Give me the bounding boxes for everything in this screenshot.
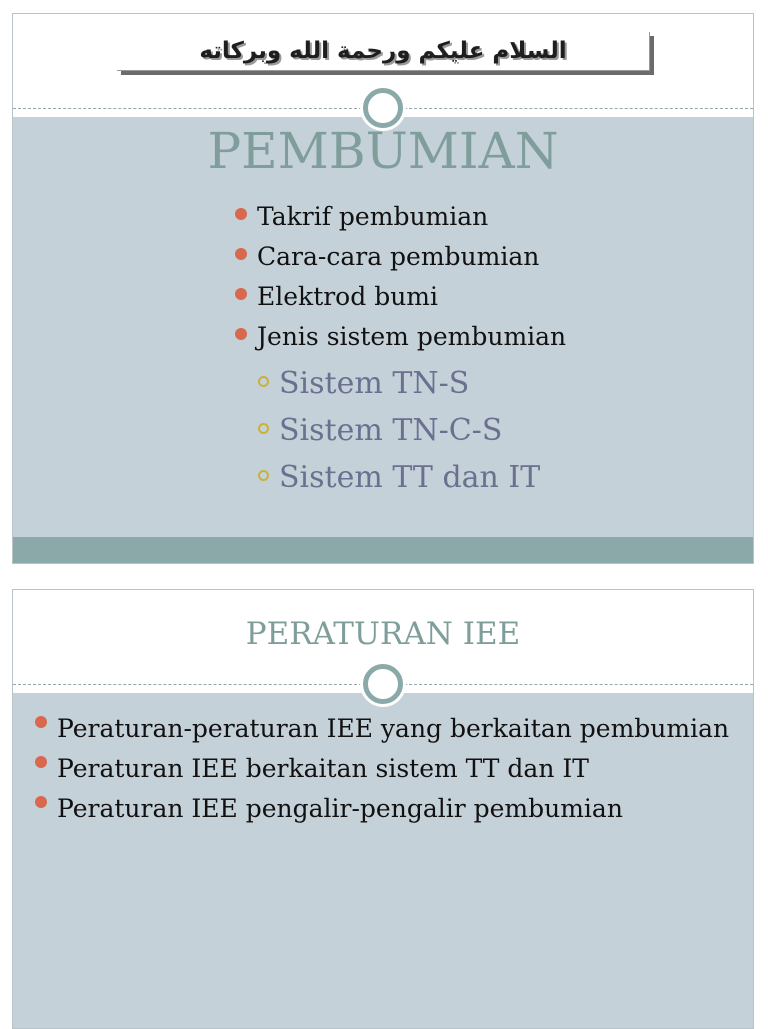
sub-bullet-list [258,366,540,507]
bullet-text: Peraturan IEE pengalir-pengalir pembumian [57,794,623,823]
bullet-dot-icon [35,756,47,768]
bullet-text: Jenis sistem pembumian [257,322,567,351]
bullet-text: Cara-cara pembumian [257,242,540,271]
sub-bullet-item [258,460,540,507]
bullet-dot-icon [235,208,247,220]
bullet-text: Elektrod bumi [257,282,438,311]
slide-title: PERATURAN IEE [245,616,521,652]
slide-peraturan-iee [12,589,754,1029]
bullet-list [235,202,566,362]
sub-bullet-text: Sistem TT dan IT [279,460,541,495]
slide-pembumian [12,13,754,564]
bullet-item [35,791,735,826]
sub-bullet-item [258,366,540,413]
footer-band [13,537,753,563]
bullet-item [35,751,735,786]
bullet-item [235,242,566,282]
bullet-text: Peraturan-peraturan IEE yang berkaitan pembumian [57,714,730,743]
sub-bullet-text: Sistem TN-S [279,366,470,401]
bullet-text: Takrif pembumian [257,202,489,231]
ring-bullet-icon [258,423,269,434]
bullet-item [235,202,566,242]
sub-bullet-text: Sistem TN-C-S [279,413,503,448]
greeting-text: السلام عليكم ورحمة الله وبركاته [199,38,567,64]
bullet-dot-icon [235,248,247,260]
ring-bullet-icon [258,376,269,387]
ring-bullet-icon [258,470,269,481]
bullet-dot-icon [35,796,47,808]
bullet-item [235,282,566,322]
bullet-dot-icon [35,716,47,728]
bullet-dot-icon [235,328,247,340]
slide-title: PEMBUMIAN [207,122,559,180]
bullet-item [235,322,566,362]
bullet-list [35,711,735,831]
bullet-item [35,711,735,746]
sub-bullet-item [258,413,540,460]
ring-ornament-icon [363,664,403,704]
greeting-banner [117,32,650,71]
bullet-dot-icon [235,288,247,300]
bullet-text: Peraturan IEE berkaitan sistem TT dan IT [57,754,589,783]
